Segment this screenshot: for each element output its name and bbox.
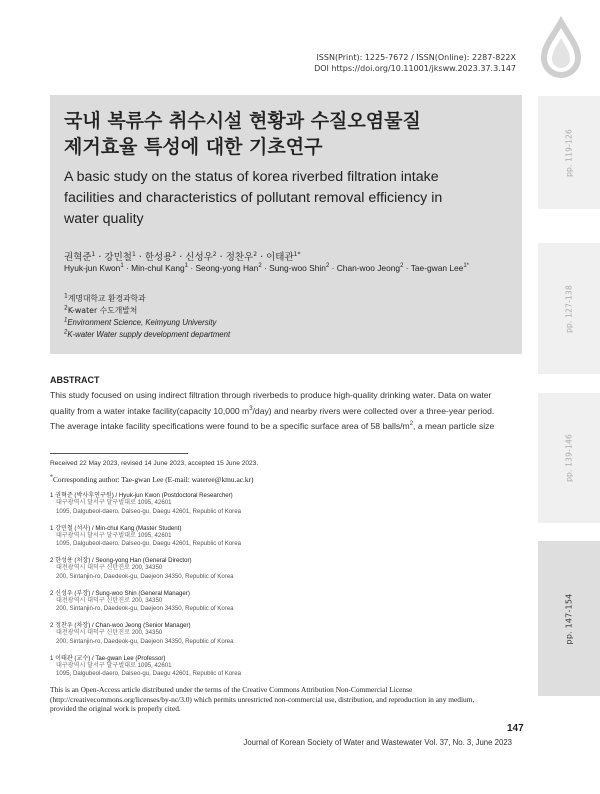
author-name: 신성우 <box>185 252 213 263</box>
abstract-line: This study focused on using indirect filtration through riverbeds to produce high-quality drinking water. Data on water <box>50 390 492 400</box>
author-detail <box>50 555 241 588</box>
author-detail-address: 대전광역시 대덕구 신탄진로 200, 34350 <box>56 596 163 604</box>
english-authors: Hyuk-jun Kwon$^1$ · Min-chul Kang$^1$ · Seong-yong Han$^2$ · Sung-woo Shin$^2$ · Chan-woo Jeong$^2$ · Tae-gwan Lee$^{1*}$ <box>64 263 469 273</box>
author-detail <box>50 620 241 653</box>
author-detail-name: 2 한성용 (처장) / Seong-yong Han (General Director) <box>50 557 192 564</box>
author-name: 정찬우 <box>225 252 254 263</box>
affiliation-text: K-water 수도개발처 <box>67 306 138 315</box>
doi-line: DOI https://doi.org/10.11001/jksww.2023.37.3.147 <box>314 64 516 73</box>
abstract-text: , a mean particle size <box>413 421 495 431</box>
author-detail <box>50 653 241 686</box>
author-sup: 2 <box>212 250 217 258</box>
received-dates: Received 22 May 2023, revised 14 June 2023, accepted 15 June 2023. <box>50 460 259 467</box>
author-detail <box>50 490 241 523</box>
journal-citation: Journal of Korean Society of Water and Wastewater Vol. 37, No. 3, June 2023 <box>243 738 512 747</box>
affiliation-text: Environment Science, Keimyung University <box>67 318 217 327</box>
abstract-text: quality from a water intake facility(capacity 10,000 m <box>50 405 250 416</box>
affiliation-line <box>64 293 230 305</box>
korean-title-line: 제거효율 특성에 대한 기초연구 <box>64 136 323 158</box>
author-name: Tae-gwan Lee <box>410 263 464 273</box>
author-name: Chan-woo Jeong <box>336 263 401 273</box>
affiliation-sup: 1 <box>64 292 68 300</box>
author-name: Sung-woo Shin <box>269 263 326 273</box>
abstract-sup: 3 <box>249 405 253 412</box>
side-tab-label: pp. 127-138 <box>564 284 574 333</box>
author-detail-address: 대구광역시 달서구 달구벌대로 1095, 42601 <box>56 531 172 539</box>
affiliation-text: K-water Water supply development department <box>67 330 231 339</box>
water-drop-logo-icon <box>526 14 596 84</box>
author-detail-address: 대전광역시 대덕구 신탄진로 200, 34350 <box>56 629 163 636</box>
author-name: 한성용 <box>144 252 173 263</box>
author-sup: 1 <box>184 263 189 270</box>
side-tab-pp-139-146[interactable] <box>538 393 600 523</box>
author-name: Hyuk-jun Kwon <box>64 263 121 273</box>
author-detail <box>50 588 241 621</box>
abstract-sup: 2 <box>409 421 414 428</box>
abstract-body <box>50 388 522 435</box>
license-notice <box>50 685 522 714</box>
affiliation-sup: 1 <box>64 317 68 324</box>
english-title-line: A basic study on the status of korea riverbed filtration intake <box>64 169 439 185</box>
author-detail-address: 1095, Dalgubeol-daero, Dalseo-gu, Daegu 42601, Republic of Korea <box>56 670 241 678</box>
license-line: provided the original work is properly cited. <box>50 704 181 713</box>
author-detail-name: 2 신성우 (부장) / Sung-woo Shin (General Manager) <box>50 589 190 597</box>
side-tab-label: pp. 147-154 <box>564 593 574 644</box>
author-name: Min-chul Kang <box>131 263 185 273</box>
author-detail-name: 1 강민철 (석사) / Min-chul Kang (Master Student) <box>50 524 182 532</box>
author-sup: 2 <box>172 250 177 258</box>
author-sup: 2 <box>253 250 258 258</box>
author-detail-address: 대구광역시 달서구 달구벌대로 1095, 42601 <box>56 661 172 669</box>
author-details <box>50 490 241 685</box>
issn-line: ISSN(Print): 1225-7672 / ISSN(Online): 2287-822X <box>316 53 516 62</box>
side-tab-label: pp. 139-146 <box>564 434 574 482</box>
author-sup: 1 <box>131 250 136 258</box>
side-tab-label: pp. 119-126 <box>564 128 574 177</box>
korean-authors: 권혁준$^1$ · 강민철$^1$ · 한성용$^2$ · 신성우$^2$ · 정찬우$^2$ · 이태관$^{1*}$ <box>64 250 301 263</box>
license-line: (http://creativecommons.org/licenses/by-nc/3.0) which permits unrestricted non-commercial use, distribution, and reproduction in any medium, <box>50 694 475 704</box>
author-name: 이태관 <box>266 252 294 263</box>
side-tab-pp-147-154[interactable] <box>538 541 600 696</box>
author-sup: 1 <box>91 250 96 258</box>
author-detail-address: 200, Sintanjin-ro, Daedeok-gu, Daejeon 34350, Republic of Korea <box>56 637 234 645</box>
english-title <box>64 167 504 230</box>
author-detail-address: 1095, Dalgubeol-daero, Dalseo-gu, Daegu 42601, Republic of Korea <box>56 540 241 548</box>
abstract-line <box>50 404 522 420</box>
side-tab-pp-119-126[interactable] <box>538 96 600 209</box>
korean-title <box>64 108 421 160</box>
author-detail-name: 2 정찬우 (차장) / Chan-woo Jeong (Senior Manager) <box>50 622 191 629</box>
abstract-text: The average intake facility specifications were found to be a specific surface area of 58 balls/m <box>50 421 410 431</box>
affiliation-line <box>64 329 230 341</box>
author-detail-address: 200, Sintanjin-ro, Daedeok-gu, Daejeon 34350, Republic of Korea <box>56 572 234 580</box>
abstract-text: /day) and nearby rivers were collected over a three-year period. <box>252 405 495 416</box>
abstract-heading: ABSTRACT <box>50 375 100 385</box>
author-detail-name: 1 권혁준 (박사후연구원) / Hyuk-jun Kwon (Postdoctoral Researcher) <box>50 492 233 499</box>
author-sup: 1* <box>293 250 301 258</box>
affiliation-sup: 2 <box>64 304 68 312</box>
corresponding-author <box>50 475 254 484</box>
author-detail-address: 1095, Dalgubeol-daero, Dalseo-gu, Daegu 42601, Republic of Korea <box>56 507 241 515</box>
author-name: Seong-yong Han <box>195 263 259 273</box>
korean-title-line: 국내 복류수 취수시설 현황과 수질오염물질 <box>64 110 421 132</box>
license-line: This is an Open-Access article distributed under the terms of the Creative Commons Attribution Non-Commercial License <box>50 685 413 694</box>
issn-doi-block <box>314 52 516 74</box>
author-detail-name: 1 이태관 (교수) / Tae-gwan Lee (Professor) <box>50 654 166 662</box>
author-detail-address: 대전광역시 대덕구 신탄진로 200, 34350 <box>56 564 163 571</box>
author-sup: 2 <box>325 263 330 270</box>
author-sup: 2 <box>400 263 404 270</box>
author-sup: 1 <box>120 263 124 270</box>
author-sup: 1* <box>463 263 469 270</box>
corresponding-text: Corresponding author: Tae-gwan Lee (E-mail: wateree@kmu.ac.kr) <box>53 475 254 484</box>
footnote-divider <box>50 453 188 454</box>
author-sup: 2 <box>258 263 262 270</box>
affiliation-sup: 2 <box>64 329 68 336</box>
author-detail-address: 200, Sintanjin-ro, Daedeok-gu, Daejeon 34350, Republic of Korea <box>56 605 234 613</box>
english-title-line: water quality <box>64 211 144 227</box>
author-name: 권혁준 <box>64 252 92 263</box>
asterisk-sup: * <box>50 474 53 481</box>
english-title-line: facilities and characteristics of pollutant removal efficiency in <box>64 190 443 206</box>
abstract-line <box>50 419 522 435</box>
author-name: 강민철 <box>104 252 132 263</box>
affiliation-text: 계명대학교 환경과학과 <box>67 294 146 303</box>
page-number: 147 <box>507 723 524 734</box>
affiliations <box>64 293 230 341</box>
affiliation-line <box>64 305 230 317</box>
author-detail <box>50 523 241 556</box>
side-tab-pp-127-138[interactable] <box>538 243 600 374</box>
author-detail-address: 대구광역시 달서구 달구벌대로 1095, 42601 <box>56 499 172 506</box>
affiliation-line <box>64 317 230 329</box>
